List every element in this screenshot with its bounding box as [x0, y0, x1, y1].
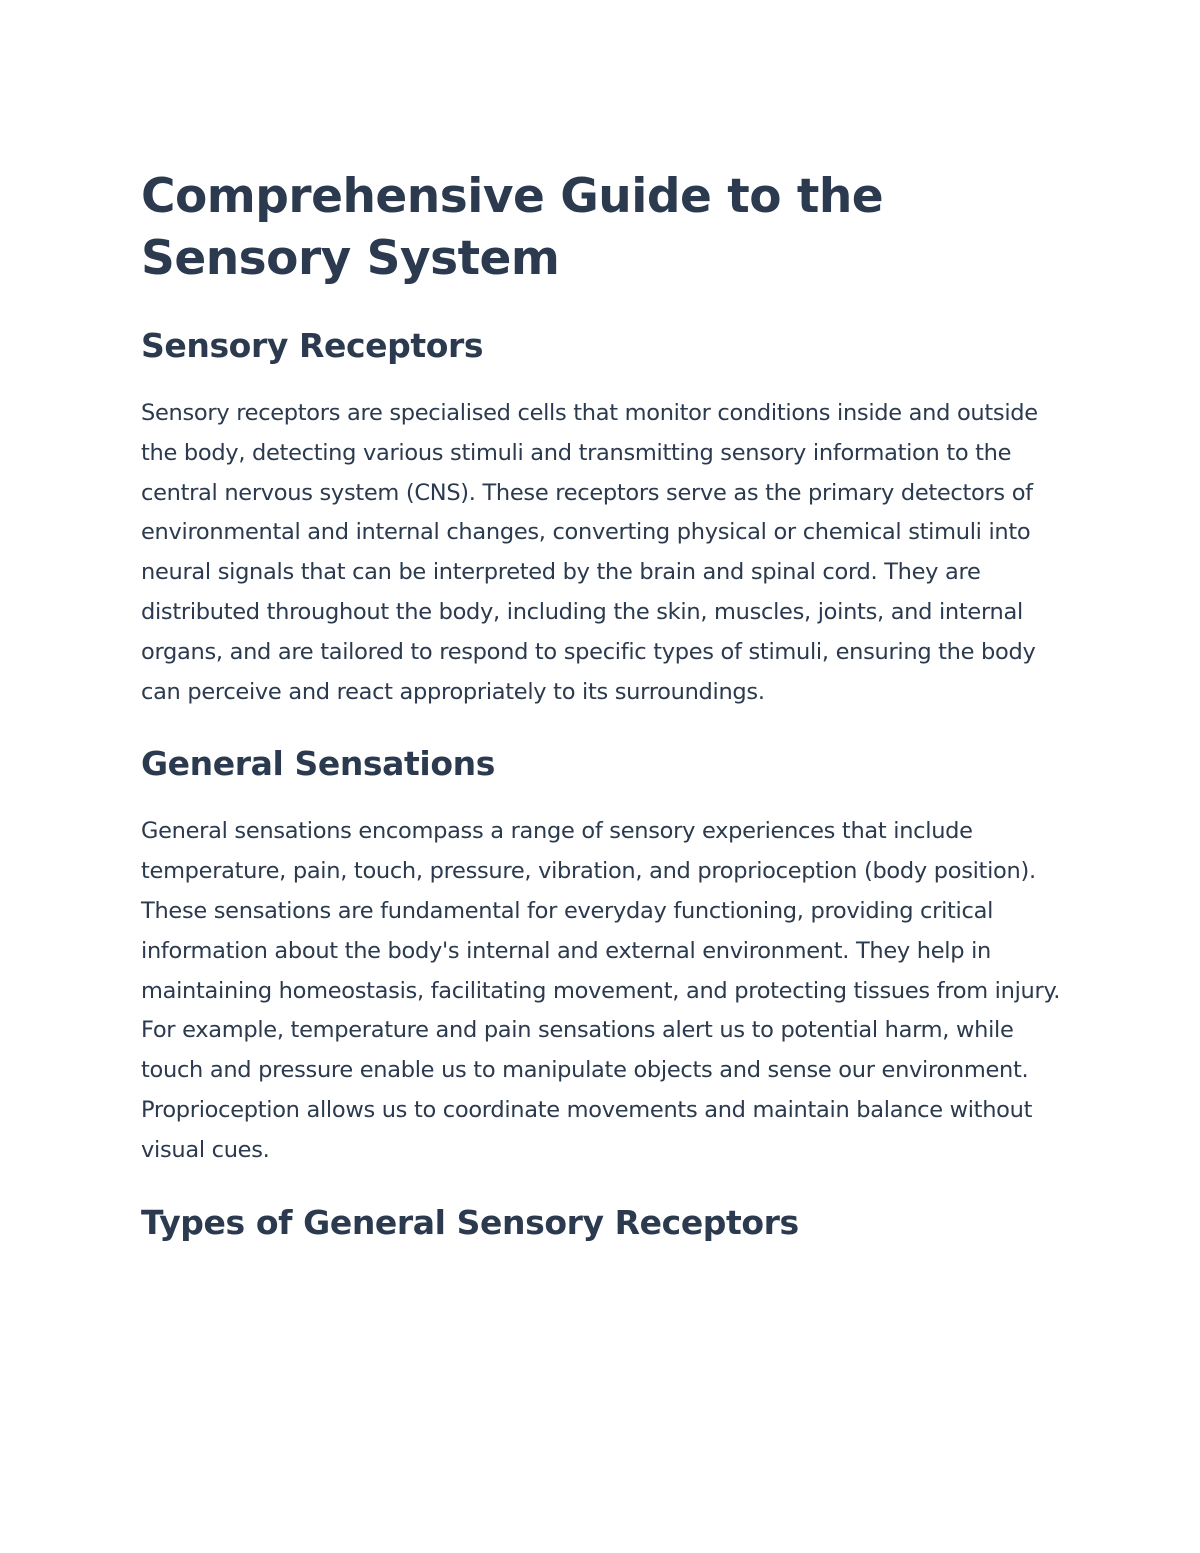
section-heading-types-of-receptors: Types of General Sensory Receptors	[141, 1202, 799, 1242]
section-body-general-sensations: General sensations encompass a range of sensory experiences that include temperature, pain, touch, pressure, vibration, and proprioception (body position). These sensations are fundamental for everyday functioning, providing critical information about the body's internal and external environment. They help in maintaining homeostasis, facilitating movement, and protecting tissues from injury. For example, temperature and pain sensations alert us to potential harm, while touch and pressure enable us to manipulate objects and sense our environment. Proprioception allows us to coordinate movements and maintain balance without visual cues.	[141, 818, 1061, 1163]
section-body-sensory-receptors: Sensory receptors are specialised cells that monitor conditions inside and outside the body, detecting various stimuli and transmitting sensory information to the central nervous system (CNS). These receptors serve as the primary detectors of environmental and internal changes, converting physical or chemical stimuli into neural signals that can be interpreted by the brain and spinal cord. They are distributed throughout the body, including the skin, muscles, joints, and internal organs, and are tailored to respond to specific types of stimuli, ensuring the body can perceive and react appropriately to its surroundings.	[141, 400, 1038, 705]
page-title: Comprehensive Guide to the Sensory System	[141, 169, 884, 286]
section-heading-sensory-receptors: Sensory Receptors	[141, 326, 484, 365]
document-page	[141, 166, 1066, 1245]
section-heading-general-sensations: General Sensations	[141, 744, 495, 784]
